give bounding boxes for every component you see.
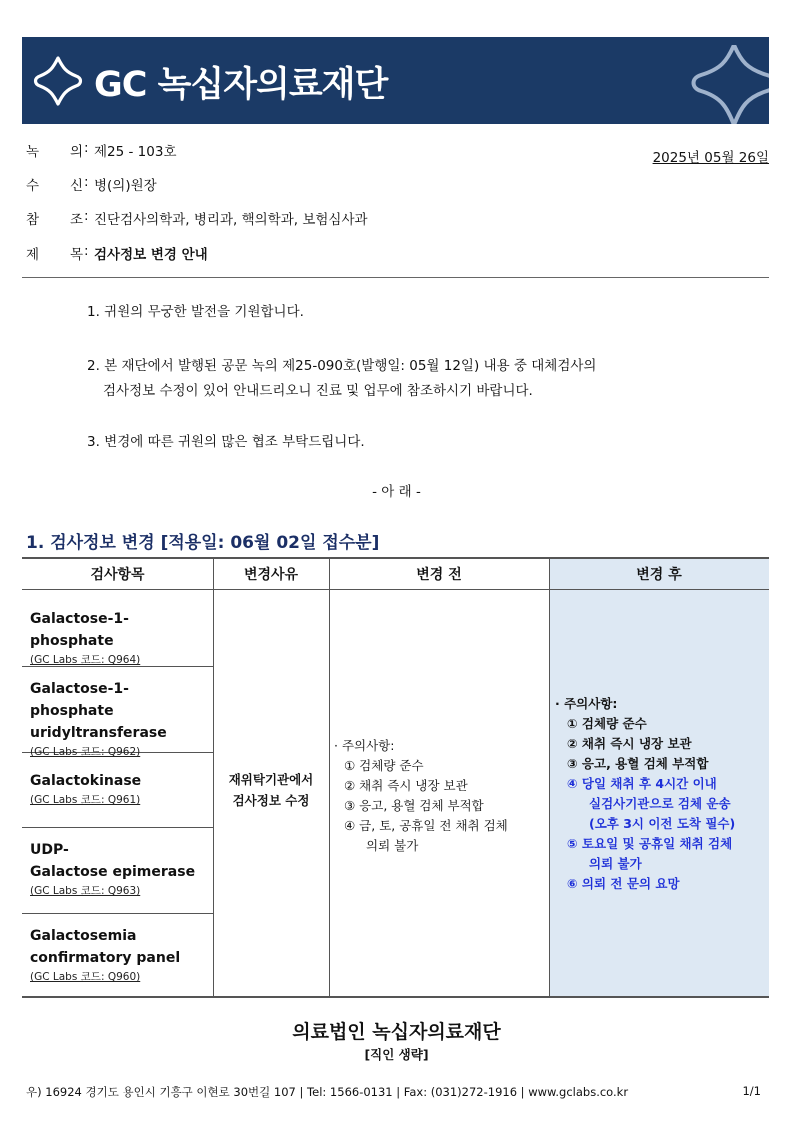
test-item-row — [30, 839, 210, 898]
header-after: 변경 후 — [549, 559, 769, 590]
section-title: 1. 검사정보 변경 [적용일: 06월 02일 접수분] — [26, 533, 380, 553]
page-number: 1/1 — [742, 1084, 761, 1098]
cross-outline-icon — [30, 54, 86, 108]
column-divider — [329, 559, 330, 996]
cross-decoration-icon — [679, 45, 769, 124]
test-item-name: Galactokinase — [30, 773, 142, 789]
change-reason: 재위탁기관에서 검사정보 수정 — [228, 772, 314, 808]
test-item-row — [30, 678, 210, 759]
header-before: 변경 전 — [329, 559, 549, 590]
test-item-code: (GC Labs 코드: Q961) — [30, 794, 141, 806]
header-test-item: 검사항목 — [22, 559, 213, 590]
column-divider — [549, 559, 550, 996]
test-item-name: UDP- Galactose epimerase — [30, 842, 196, 880]
test-item-code: (GC Labs 코드: Q962) — [30, 746, 141, 758]
document-date: 2025년 05월 26일 — [652, 150, 769, 166]
test-item-name: Galactose-1-phosphate uridyltransferase — [30, 681, 167, 741]
notice-divider-text: - 아 래 - — [372, 484, 421, 500]
change-table — [22, 557, 769, 998]
before-precautions: · 주의사항: ① 검체량 준수 ② 채취 즉시 냉장 보관 ③ 응고, 용혈 검체 부적합 ④ 금, 토, 공휴일 전 채취 검체 의뢰 불가 — [334, 738, 508, 853]
header-banner — [22, 37, 769, 124]
header-divider — [22, 277, 769, 278]
test-item-code: (GC Labs 코드: Q963) — [30, 885, 141, 897]
row-divider — [22, 913, 213, 914]
test-item-row — [30, 608, 210, 667]
test-item-name: Galactosemia confirmatory panel — [30, 928, 181, 966]
header-change-reason: 변경사유 — [213, 559, 329, 590]
test-item-code: (GC Labs 코드: Q964) — [30, 654, 141, 666]
row-divider — [22, 827, 213, 828]
test-item-code: (GC Labs 코드: Q960) — [30, 971, 141, 983]
test-item-row — [30, 770, 210, 807]
paragraph-2: 2. 본 재단에서 발행된 공문 녹의 제25-090호(발행일: 05월 12일) 내용 중 대체검사의 검사정보 수정이 있어 안내드리오니 진료 및 업무에 참조하시기 바랍니다. — [87, 358, 597, 399]
paragraph-1: 1. 귀원의 무궁한 발전을 기원합니다. — [87, 304, 304, 320]
seal-omitted-note: [직인 생략] — [364, 1047, 429, 1062]
test-item-row — [30, 925, 210, 984]
paragraph-3: 3. 변경에 따른 귀원의 많은 협조 부탁드립니다. — [87, 434, 365, 450]
organization-name: 의료법인 녹십자의료재단 — [292, 1021, 501, 1043]
test-item-name: Galactose-1-phosphate — [30, 611, 129, 649]
after-precautions: · 주의사항: ① 검체량 준수 ② 채취 즉시 냉장 보관 ③ 응고, 용혈 검체 부적합 ④ 당일 채취 후 4시간 이내 실검사기관으로 검체 운송 (오후 3시 이전 도착 필수) ⑤ 토요일 및 공휴일 채취 검체 의뢰 불가 ⑥ 의뢰 전 문의 요망 — [555, 696, 736, 891]
logo-text: GC 녹십자의료재단 — [94, 65, 388, 105]
footer-contact: 우) 16924 경기도 용인시 기흥구 이현로 30번길 107 | Tel: 1566-0131 | Fax: (031)272-1916 | www.gclabs.co.kr — [26, 1085, 629, 1099]
